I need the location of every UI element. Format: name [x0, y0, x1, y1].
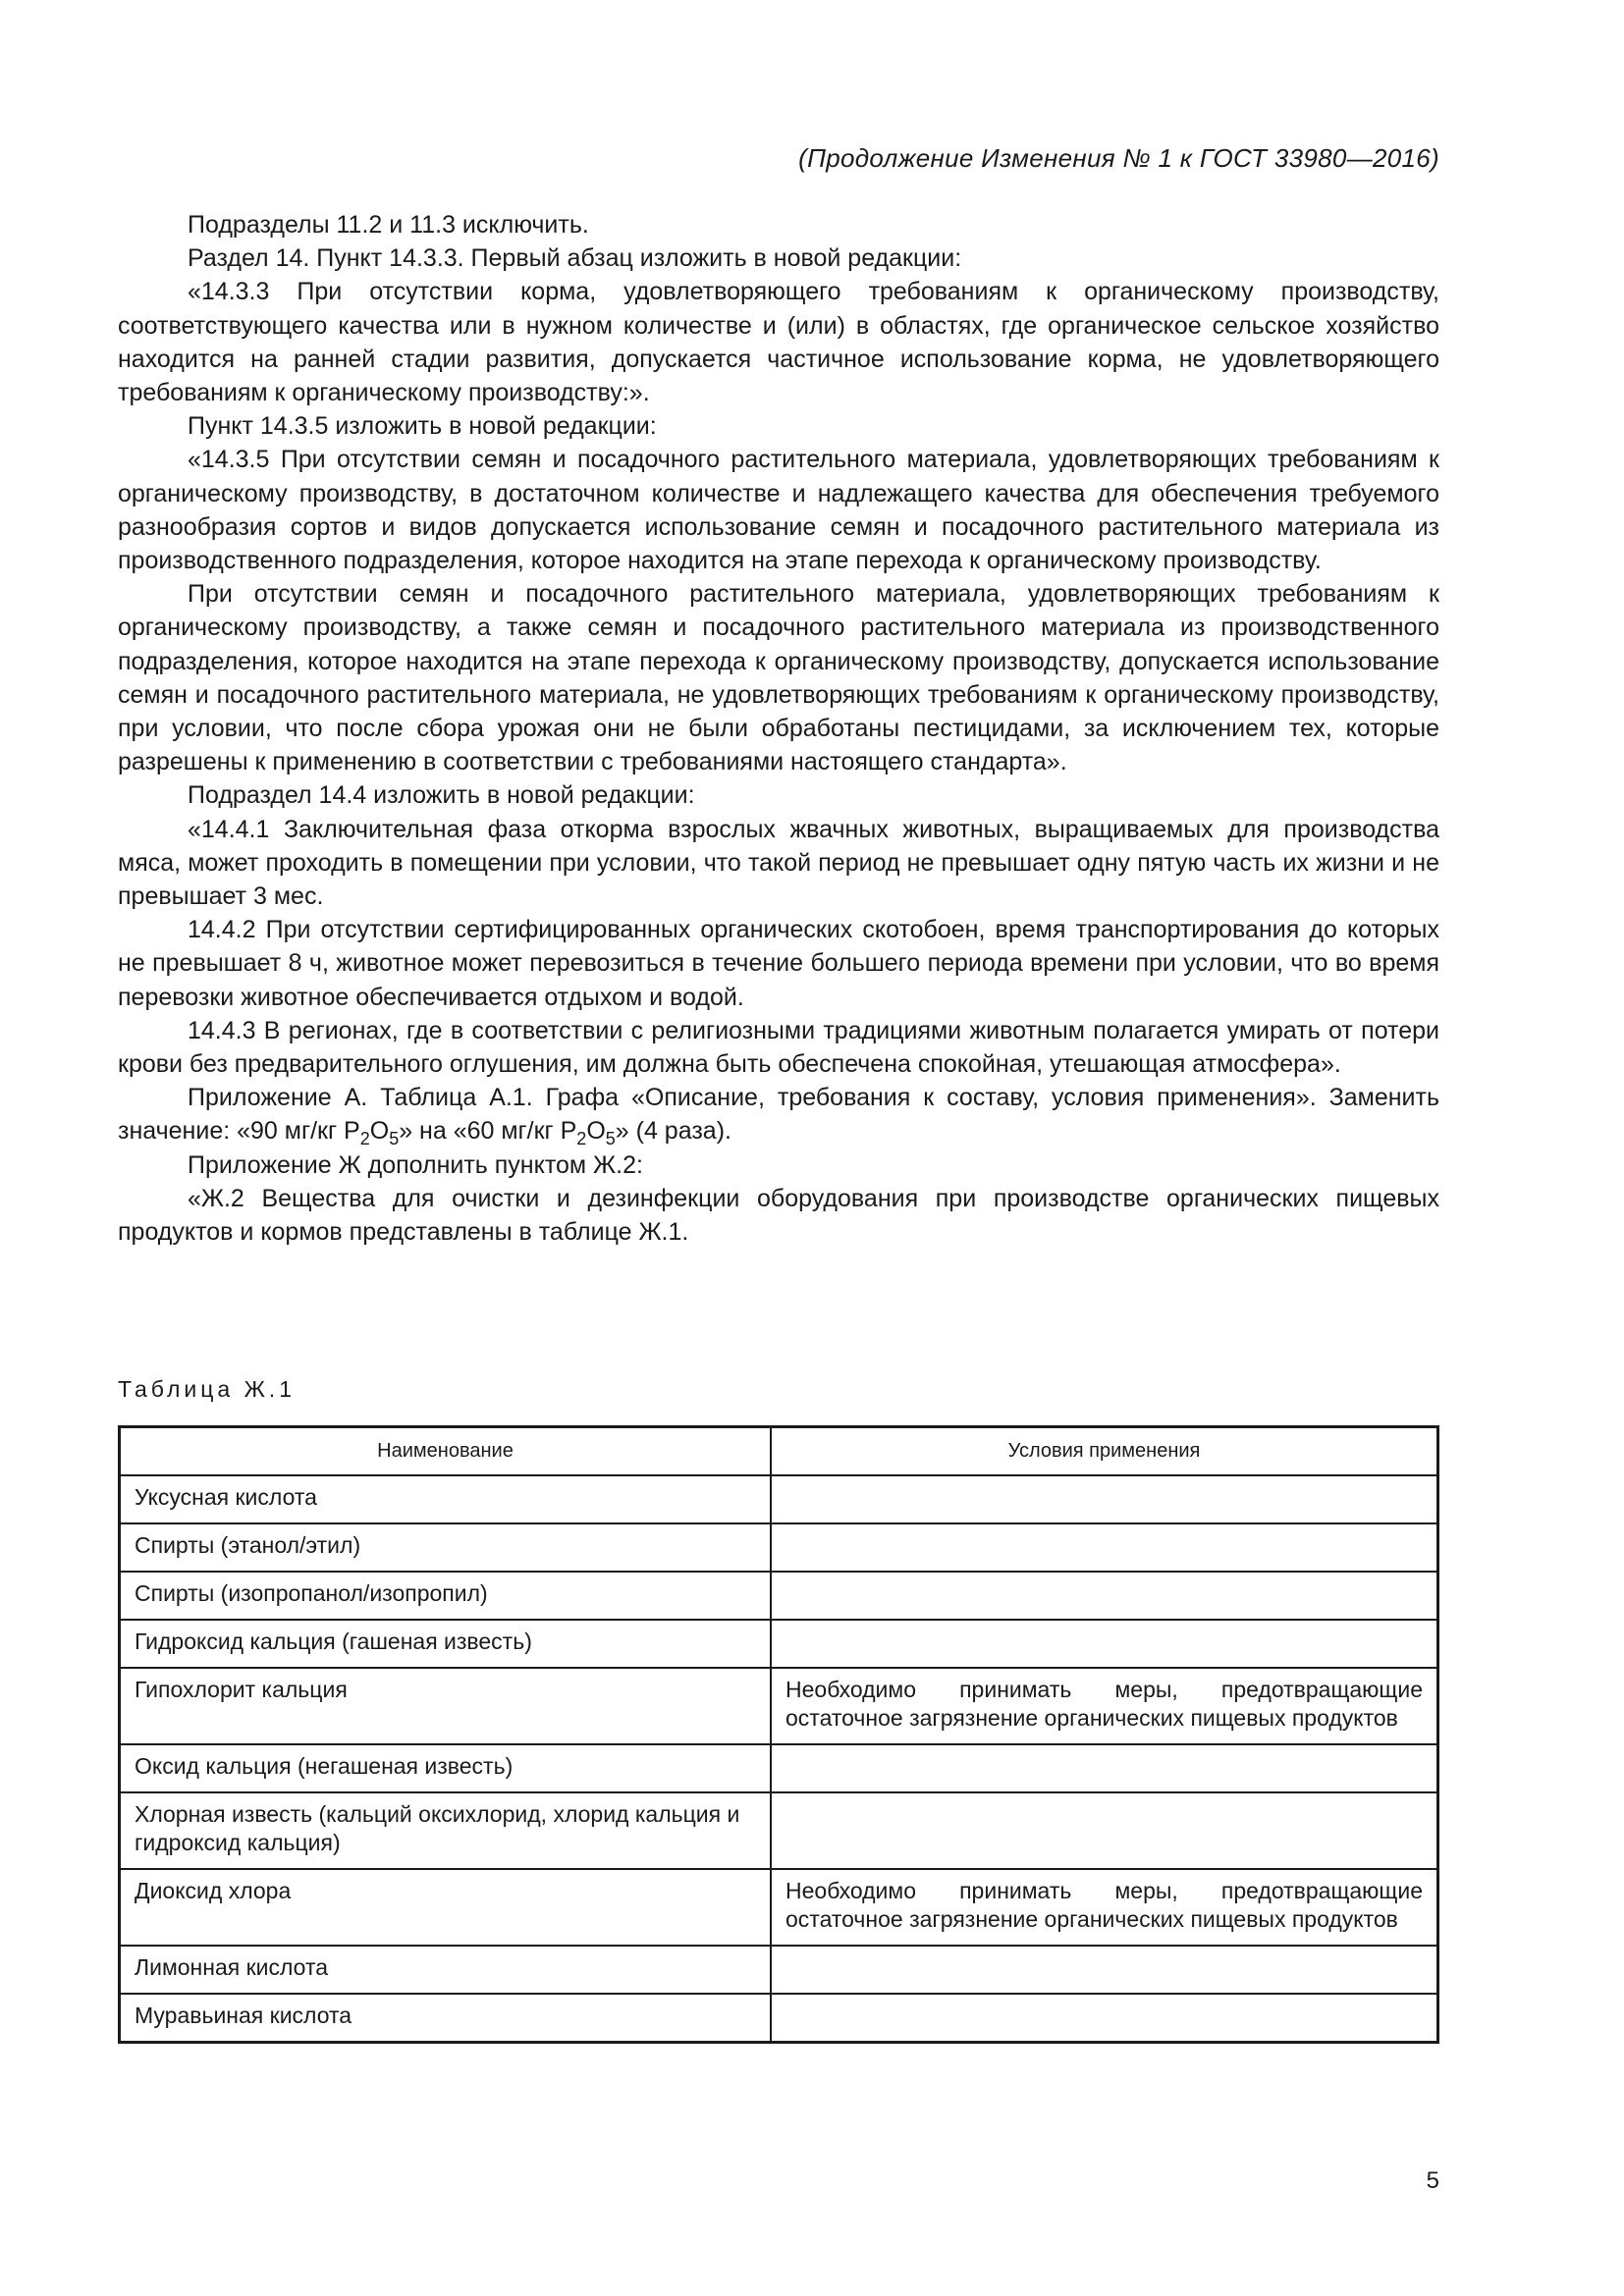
page-number: 5	[1426, 2167, 1439, 2194]
subscript: 5	[389, 1129, 400, 1149]
table-row	[120, 1869, 1438, 1946]
annex-a-text: O	[369, 1117, 390, 1146]
usage-conditions: Необходимо принимать меры, предотвращающие остаточное загрязнение органических пищевых продуктов	[771, 1668, 1438, 1744]
column-header-name: Наименование	[120, 1427, 772, 1476]
substance-name: Гипохлорит кальция	[120, 1668, 772, 1744]
substance-name: Оксид кальция (негашеная известь)	[120, 1744, 772, 1792]
paragraph: 14.4.2 При отсутствии сертифицированных органических скотобоен, время транспортирования до которых не превышает 8 ч, животное может перевозиться в течение большего периода времени при условии, что во время перевозки животное обеспечивается отдыхом и водой.	[118, 916, 1439, 1011]
table-row	[120, 1572, 1438, 1620]
amendment-text	[118, 208, 1439, 1249]
table-row	[120, 1668, 1438, 1744]
substance-name: Диоксид хлора	[120, 1869, 772, 1946]
usage-conditions: Необходимо принимать меры, предотвращающие остаточное загрязнение органических пищевых продуктов	[771, 1869, 1438, 1946]
substance-name: Хлорная известь (кальций оксихлорид, хлорид кальция и гидроксид кальция)	[120, 1792, 772, 1869]
usage-conditions	[771, 1792, 1438, 1869]
usage-conditions	[771, 1475, 1438, 1523]
substance-name: Уксусная кислота	[120, 1475, 772, 1523]
table-row	[120, 1620, 1438, 1668]
paragraph: Подраздел 14.4 изложить в новой редакции:	[188, 781, 695, 810]
usage-conditions	[771, 1620, 1438, 1668]
annex-a-text: Приложение А. Таблица А.1. Графа «Описание, требования к составу, условия применения». Заменить значение: «90 мг/кг P	[118, 1084, 1439, 1146]
table-row	[120, 1792, 1438, 1869]
table-row	[120, 1994, 1438, 2043]
substance-name: Спирты (этанол/этил)	[120, 1523, 772, 1572]
annex-a-text: O	[586, 1117, 606, 1146]
table-row	[120, 1475, 1438, 1523]
usage-conditions	[771, 1744, 1438, 1792]
substances-table	[118, 1425, 1439, 2044]
paragraph: Приложение Ж дополнить пунктом Ж.2:	[188, 1150, 643, 1179]
table-caption: Таблица Ж.1	[118, 1376, 296, 1402]
substance-name: Лимонная кислота	[120, 1946, 772, 1994]
running-header: (Продолжение Изменения № 1 к ГОСТ 33980—2016)	[798, 143, 1439, 173]
paragraph: Пункт 14.3.5 изложить в новой редакции:	[188, 412, 657, 441]
subscript: 2	[359, 1129, 370, 1149]
substance-name: Муравьиная кислота	[120, 1994, 772, 2043]
paragraph: 14.4.3 В регионах, где в соответствии с религиозными традициями животным полагается умирать от потери крови без предварительного оглушения, им должна быть обеспечена спокойная, утешающая атмосфера».	[118, 1016, 1439, 1079]
usage-conditions	[771, 1994, 1438, 2043]
substance-name: Гидроксид кальция (гашеная известь)	[120, 1620, 772, 1668]
table-row	[120, 1523, 1438, 1572]
paragraph: «14.3.3 При отсутствии корма, удовлетворяющего требованиям к органическому производству, соответствующего качества или в нужном количестве и (или) в областях, где органическое сельское хозяйство находится на ранней стадии развития, допускается частичное использование корма, не удовлетворяющего требованиям к органическому производству:».	[118, 278, 1439, 407]
annex-a-text: » на «60 мг/кг P	[399, 1117, 577, 1146]
paragraph: «14.3.5 При отсутствии семян и посадочного растительного материала, удовлетворяющих требованиям к органическому производству, в достаточном количестве и надлежащего качества для обеспечения требуемого разнообразия сортов и видов допускается использование семян и посадочного растительного материала из производственного подразделения, которое находится на этапе перехода к органическому производству.	[118, 446, 1439, 575]
usage-conditions	[771, 1572, 1438, 1620]
usage-conditions	[771, 1946, 1438, 1994]
subscript: 5	[605, 1129, 616, 1149]
usage-conditions	[771, 1523, 1438, 1572]
substance-name: Спирты (изопропанол/изопропил)	[120, 1572, 772, 1620]
paragraph: Подразделы 11.2 и 11.3 исключить.	[188, 211, 589, 239]
subscript: 2	[576, 1129, 587, 1149]
paragraph: При отсутствии семян и посадочного растительного материала, удовлетворяющих требованиям к органическому производству, а также семян и посадочного растительного материала из производственного подразделения, которое находится на этапе перехода к органическому производству, допускается использование семян и посадочного растительного материала, не удовлетворяющих требованиям к органическому производству, при условии, что после сбора урожая они не были обработаны пестицидами, за исключением тех, которые разрешены к применению в соответствии с требованиями настоящего стандарта».	[118, 580, 1439, 776]
paragraph: Раздел 14. Пункт 14.3.3. Первый абзац изложить в новой редакции:	[188, 244, 962, 273]
table-row	[120, 1744, 1438, 1792]
annex-a-text: » (4 раза).	[615, 1117, 731, 1146]
annex-a-paragraph	[118, 1081, 1439, 1148]
paragraph: «14.4.1 Заключительная фаза откорма взрослых жвачных животных, выращиваемых для производства мяса, может проходить в помещении при условии, что такой период не превышает одну пятую часть их жизни и не превышает 3 мес.	[118, 815, 1439, 911]
column-header-conditions: Условия применения	[771, 1427, 1438, 1476]
paragraph: «Ж.2 Вещества для очистки и дезинфекции оборудования при производстве органических пищевых продуктов и кормов представлены в таблице Ж.1.	[118, 1184, 1439, 1247]
table-row	[120, 1946, 1438, 1994]
table-header-row	[120, 1427, 1438, 1476]
